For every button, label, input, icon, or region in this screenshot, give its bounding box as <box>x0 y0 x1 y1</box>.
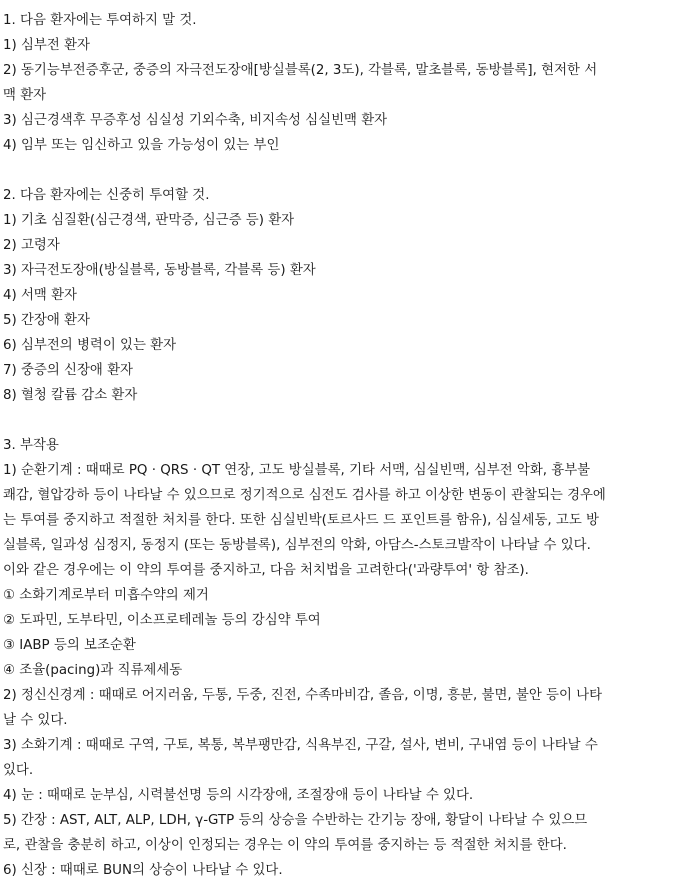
section-2-item-2: 2) 고령자 <box>3 238 60 253</box>
section-spacer <box>3 408 688 433</box>
treatment-step-1: ① 소화기계로부터 미흡수약의 제거 <box>3 588 209 603</box>
section-3-item-6: 6) 신장 : 때때로 BUN의 상승이 나타날 수 있다. <box>3 863 283 878</box>
section-1-item-3: 3) 심근경색후 무증후성 심실성 기외수축, 비지속성 심실빈맥 환자 <box>3 113 388 128</box>
section-2-item-1: 1) 기초 심질환(심근경색, 판막증, 심근증 등) 환자 <box>3 213 295 228</box>
section-3-item-1-cont: 이와 같은 경우에는 이 약의 투여를 중지하고, 다음 처치법을 고려한다('과량투여' 항 참조). <box>3 563 529 578</box>
section-1-item-4: 4) 임부 또는 임신하고 있을 가능성이 있는 부인 <box>3 138 280 153</box>
section-3-item-1-cont: 실블록, 일과성 심정지, 동정지 (또는 동방블록), 심부전의 악화, 아담스-스토크발작이 나타날 수 있다. <box>3 538 591 553</box>
treatment-step-4: ④ 조율(pacing)과 직류제세동 <box>3 663 183 678</box>
section-2-item-8: 8) 혈청 칼륨 감소 환자 <box>3 388 138 403</box>
section-3-item-2: 2) 정신신경계 : 때때로 어지러움, 두통, 두중, 진전, 수족마비감, 졸음, 이명, 흥분, 불면, 불안 등이 나타 <box>3 688 603 703</box>
section-2-item-6: 6) 심부전의 병력이 있는 환자 <box>3 338 177 353</box>
section-3-item-3: 3) 소화기계 : 때때로 구역, 구토, 복통, 복부팽만감, 식욕부진, 구갈, 설사, 변비, 구내염 등이 나타날 수 <box>3 738 598 753</box>
section-3-item-3-cont: 있다. <box>3 763 34 778</box>
section-3-item-5-cont: 로, 관찰을 충분히 하고, 이상이 인정되는 경우는 이 약의 투여를 중지하는 등 적절한 처치를 한다. <box>3 838 567 853</box>
section-1-item-2: 2) 동기능부전증후군, 중증의 자극전도장애[방실블록(2, 3도), 각블록, 말초블록, 동방블록], 현저한 서 <box>3 63 598 78</box>
section-2-item-4: 4) 서맥 환자 <box>3 288 77 303</box>
section-3-item-1-cont: 는 투여를 중지하고 적절한 처치를 한다. 또한 심실빈박(토르사드 드 포인트를 함유), 심실세동, 고도 방 <box>3 513 599 528</box>
treatment-step-2: ② 도파민, 도부타민, 이소프로테레놀 등의 강심약 투여 <box>3 613 321 628</box>
section-2-item-3: 3) 자극전도장애(방실블록, 동방블록, 각블록 등) 환자 <box>3 263 316 278</box>
section-2-item-5: 5) 간장애 환자 <box>3 313 90 328</box>
section-3-item-1-cont: 쾌감, 혈압강하 등이 나타날 수 있으므로 정기적으로 심전도 검사를 하고 이상한 변동이 관찰되는 경우에 <box>3 488 606 503</box>
section-3-item-4: 4) 눈 : 때때로 눈부심, 시력불선명 등의 시각장애, 조절장애 등이 나타날 수 있다. <box>3 788 474 803</box>
section-3-item-1: 1) 순환기계 : 때때로 PQ · QRS · QT 연장, 고도 방실블록, 기타 서맥, 심실빈맥, 심부전 악화, 흉부불 <box>3 463 591 478</box>
section-1-item-2-cont: 맥 환자 <box>3 88 47 103</box>
section-2-item-7: 7) 중증의 신장애 환자 <box>3 363 133 378</box>
section-1-heading: 1. 다음 환자에는 투여하지 말 것. <box>3 13 197 28</box>
treatment-step-3: ③ IABP 등의 보조순환 <box>3 638 136 653</box>
section-2-heading: 2. 다음 환자에는 신중히 투여할 것. <box>3 188 210 203</box>
section-3-item-2-cont: 날 수 있다. <box>3 713 68 728</box>
section-3-heading: 3. 부작용 <box>3 438 59 453</box>
section-spacer <box>3 158 688 183</box>
section-1-item-1: 1) 심부전 환자 <box>3 38 90 53</box>
section-3-item-5: 5) 간장 : AST, ALT, ALP, LDH, γ-GTP 등의 상승을 수반하는 간기능 장애, 황달이 나타날 수 있으므 <box>3 813 588 828</box>
